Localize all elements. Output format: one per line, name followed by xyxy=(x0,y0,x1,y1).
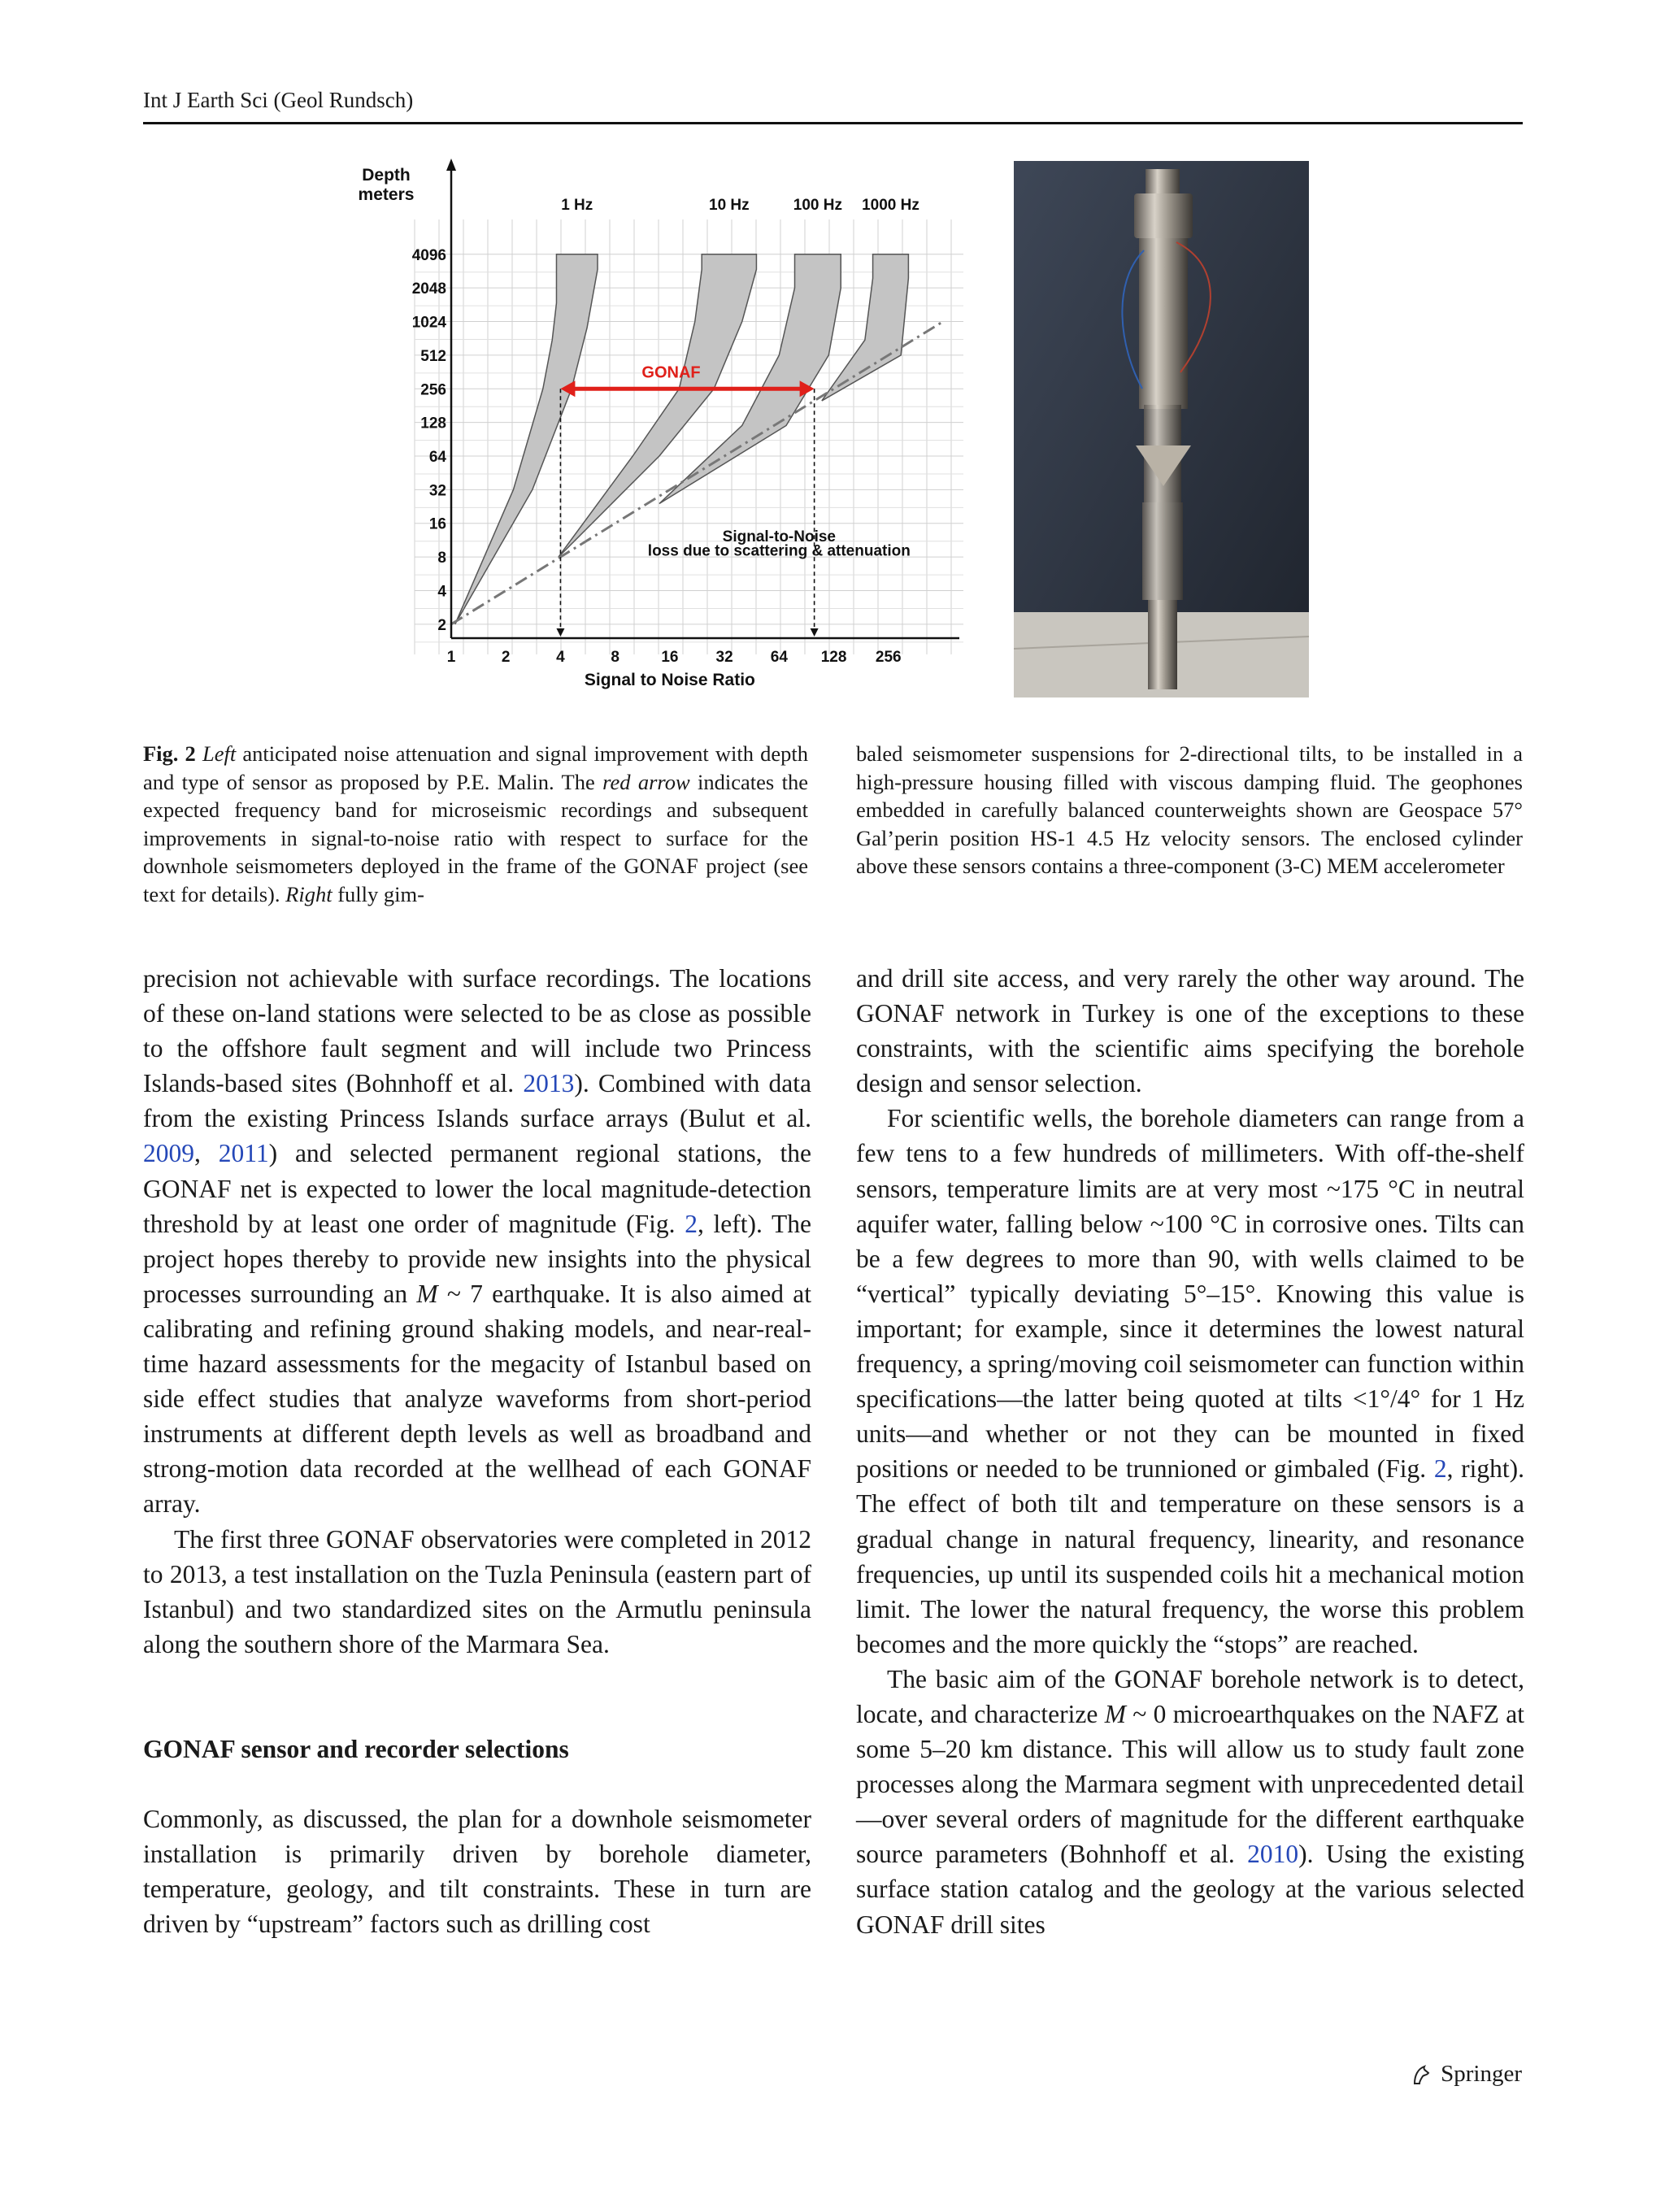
x-tick-label: 1 xyxy=(446,649,456,666)
x-axis-title: Signal to Noise Ratio xyxy=(584,671,755,689)
paragraph xyxy=(143,961,811,1522)
text: , xyxy=(194,1139,219,1168)
y-axis-arrowhead xyxy=(446,159,456,171)
trend-label-1: Signal-to-Noise xyxy=(722,528,837,546)
paragraph: Commonly, as discussed, the plan for a downhole seismometer installation is primarily driven by borehole diameter, temperature, geology, and tilt constraints. These in turn are driven by “upstream” factors such as drilling cost xyxy=(143,1804,811,1939)
caption-part3-start: fully gim- xyxy=(332,881,424,906)
paragraph xyxy=(856,1101,1524,1662)
springer-horse-icon xyxy=(1410,2062,1434,2087)
y-axis-title-1: Depth xyxy=(362,166,411,185)
caption-red-arrow: red arrow xyxy=(602,769,690,794)
x-tick-label: 32 xyxy=(715,649,733,666)
paragraph: The first three GONAF observatories were completed in 2012 to 2013, a test installation on the Tuzla Peninsula (eastern part of Istanbul) and two standardized sites on the Armutlu peninsula along the southern shore of the Marmara Sea. xyxy=(143,1524,811,1658)
y-tick-label: 512 xyxy=(420,347,446,365)
y-tick-label: 32 xyxy=(428,482,446,500)
publisher-name: Springer xyxy=(1441,2061,1522,2087)
y-tick-label: 4096 xyxy=(411,246,446,264)
y-tick-label: 4 xyxy=(437,583,446,601)
caption-left-word: Left xyxy=(202,741,237,766)
seismometer-photo xyxy=(1014,161,1309,697)
body-column-right xyxy=(856,961,1524,1942)
journal-header: Int J Earth Sci (Geol Rundsch) xyxy=(143,88,414,112)
text: ~ 0 microearthquakes on the NAFZ at some 5–20 km distance. This will allow us to study fault zone processes along the Marmara segment with unprecedented detail—over several orders of magnitude for the different earthquake source parameters (Bohnhoff et al. xyxy=(856,1699,1524,1869)
chart-labels xyxy=(359,166,902,689)
depth-snr-chart xyxy=(341,154,992,691)
ref-2013[interactable]: 2013 xyxy=(523,1069,575,1098)
text: ). Combined with data from the existing Princess Islands surface arrays (Bulut et al. xyxy=(143,1069,811,1133)
text: , right). The effect of both tilt and temperature on these sensors is a gradual change in natural frequency, linearity, and resonance frequencies, up until its suspended coils hit a mechanical motion limit. The lower the natural frequency, the worse this problem becomes and the more quickly the “stops” are reached. xyxy=(856,1454,1525,1658)
y-tick-label: 128 xyxy=(420,415,446,432)
gonaf-label: GONAF xyxy=(641,363,701,382)
trend-label-2: loss due to scattering & attenuation xyxy=(647,542,911,560)
x-tick-label: 16 xyxy=(661,649,679,666)
caption-part1: anticipated noise attenuation and signal improvement with depth and type of sensor as proposed by P.E. Malin. The xyxy=(143,741,808,794)
y-tick-label: 2 xyxy=(437,616,446,634)
ref-2011[interactable]: 2011 xyxy=(218,1139,269,1168)
text: ). Using the existing surface station catalog and the geology at the various selected GONAF drill sites xyxy=(856,1840,1524,1939)
text: ~ 7 earthquake. It is also aimed at calibrating and refining ground shaking models, and near-real-time hazard assessments for the megacity of Istanbul based on side effect studies that analyze waveforms from short-period instruments at different depth levels as well as broadband and strong-motion data recorded at the wellhead of each GONAF array. xyxy=(143,1279,811,1519)
gonaf-down-arrowhead xyxy=(811,628,819,637)
series-label: 1 Hz xyxy=(561,197,593,214)
text: precision not achievable with surface recordings. The locations of these on-land stations were selected to be as close as possible to the offshore fault segment and will include two Princess Islands-based sites (Bohnhoff et al. xyxy=(143,964,811,1098)
section-heading: GONAF sensor and recorder selections xyxy=(143,1734,569,1763)
text: For scientific wells, the borehole diameters can range from a few tens to a few hundreds of millimeters. With off-the-shelf sensors, temperature limits are at very most ~175 °C in neutral aquifer water, falling below ~100 °C in corrosive ones. Tilts can be a few degrees to more than 90, with wells claimed to be “vertical” typically deviating 5°–15°. Knowing this value is important; for example, since it determines the lowest natural frequency, a spring/moving coil seismometer can function within specifications—the latter being quoted at tilts <1°/4° for 1 Hz units—and whether or not they can be mounted in fixed positions or needed to be trunnioned or gimbaled (Fig. xyxy=(856,1104,1524,1484)
x-tick-label: 64 xyxy=(770,649,788,666)
text: , left). The project hopes thereby to provide new insights into the physical processes surrounding an xyxy=(143,1209,811,1308)
y-axis-title-2: meters xyxy=(358,185,415,204)
y-tick-label: 1024 xyxy=(411,314,446,332)
ref-fig2-right[interactable]: 2 xyxy=(1433,1454,1447,1484)
ref-fig2-left[interactable]: 2 xyxy=(685,1209,698,1238)
series-label: 100 Hz xyxy=(793,197,842,214)
series-label: 10 Hz xyxy=(709,197,750,214)
text: ) and selected permanent regional stations, the GONAF net is expected to lower the local magnitude-detection threshold by at least one order of magnitude (Fig. xyxy=(143,1139,811,1238)
paragraph: and drill site access, and very rarely the other way around. The GONAF network in Turkey is one of the exceptions to these constraints, with the scientific aims specifying the borehole design and sensor selection. xyxy=(856,964,1524,1098)
publisher-footer xyxy=(1410,2061,1522,2088)
text: The basic aim of the GONAF borehole network is to detect, locate, and characterize xyxy=(856,1664,1524,1728)
x-tick-label: 128 xyxy=(820,649,847,666)
paragraph xyxy=(856,1662,1524,1942)
sensor-area-0 xyxy=(455,254,598,624)
caption-label: Fig. 2 xyxy=(143,741,196,766)
series-label: 1000 Hz xyxy=(862,197,919,214)
ref-2010[interactable]: 2010 xyxy=(1247,1840,1299,1869)
y-tick-label: 2048 xyxy=(411,280,446,298)
y-tick-label: 8 xyxy=(437,550,446,567)
y-tick-label: 16 xyxy=(428,515,446,533)
x-tick-label: 256 xyxy=(875,649,902,666)
x-tick-label: 4 xyxy=(556,649,565,666)
header-rule xyxy=(143,122,1523,124)
figure-caption-right xyxy=(856,740,1523,880)
gonaf-down-arrowhead xyxy=(556,628,564,637)
figure-caption-left xyxy=(143,740,808,908)
caption-part3-rest: baled seismometer suspensions for 2-directional tilts, to be installed in a high-pressure housing filled with viscous damping fluid. The geophones embedded in carefully balanced counterweights shown are Geospace 57° Gal’perin position HS-1 4.5 Hz velocity sensors. The enclosed cylinder above these sensors contains a three-component (3-C) MEM accelerometer xyxy=(856,741,1523,878)
x-tick-label: 2 xyxy=(501,649,511,666)
magnitude-symbol: M xyxy=(416,1279,438,1308)
body-column-left xyxy=(143,961,811,1941)
caption-right-word: Right xyxy=(285,881,333,906)
y-tick-label: 64 xyxy=(428,448,446,466)
magnitude-symbol: M xyxy=(1104,1699,1126,1728)
ref-2009[interactable]: 2009 xyxy=(143,1139,194,1168)
x-tick-label: 8 xyxy=(611,649,619,666)
sensor-areas xyxy=(455,197,919,624)
y-tick-label: 256 xyxy=(420,381,446,399)
caption-part2: indicates the expected frequency band for microseismic recordings and subsequent improvements in signal-to-noise ratio with respect to surface for the downhole seismometers deployed in the frame of the GONAF project (see text for details). xyxy=(143,769,808,906)
